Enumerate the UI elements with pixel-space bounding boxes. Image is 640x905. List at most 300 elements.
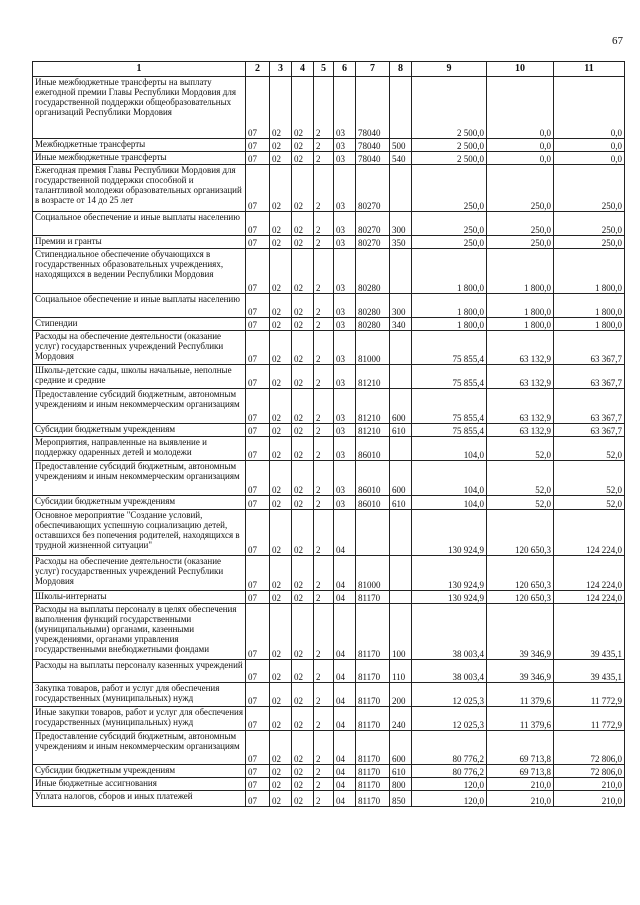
subsection-code: 02 xyxy=(270,249,292,294)
activity-code: 04 xyxy=(334,707,356,731)
direction-code: 78040 xyxy=(356,152,390,165)
amount-year-3: 63 367,7 xyxy=(554,365,625,389)
program-code: 02 xyxy=(292,77,314,139)
amount-year-2: 52,0 xyxy=(487,437,554,461)
header-row xyxy=(33,62,625,77)
expense-type-code xyxy=(390,165,412,212)
activity-code: 03 xyxy=(334,331,356,365)
subprogram-code: 2 xyxy=(314,77,334,139)
amount-year-3: 124 224,0 xyxy=(554,510,625,556)
subprogram-code: 2 xyxy=(314,152,334,165)
header-cell: 4 xyxy=(292,62,314,77)
section-code: 07 xyxy=(246,331,270,365)
program-code: 02 xyxy=(292,165,314,212)
amount-year-1: 75 855,4 xyxy=(412,424,487,437)
activity-code: 03 xyxy=(334,461,356,496)
amount-year-1: 12 025,3 xyxy=(412,707,487,731)
amount-year-2: 63 132,9 xyxy=(487,389,554,424)
subprogram-code: 2 xyxy=(314,461,334,496)
subprogram-code: 2 xyxy=(314,778,334,791)
amount-year-1: 130 924,9 xyxy=(412,556,487,591)
direction-code: 80280 xyxy=(356,318,390,331)
amount-year-2: 0,0 xyxy=(487,77,554,139)
activity-code: 03 xyxy=(334,139,356,152)
table-row xyxy=(33,389,625,424)
expense-type-code: 610 xyxy=(390,765,412,778)
subsection-code: 02 xyxy=(270,77,292,139)
amount-year-2: 69 713,8 xyxy=(487,765,554,778)
row-name-cell: Межбюджетные трансферты xyxy=(33,139,246,152)
expense-type-code: 110 xyxy=(390,660,412,683)
direction-code: 81170 xyxy=(356,707,390,731)
row-name-cell: Школы-детские сады, школы начальные, неполные средние и средние xyxy=(33,365,246,389)
row-name-cell: Мероприятия, направленные на выявление и поддержку одаренных детей и молодежи xyxy=(33,437,246,461)
row-name-cell: Премии и гранты xyxy=(33,236,246,249)
expense-type-code: 540 xyxy=(390,152,412,165)
amount-year-3: 210,0 xyxy=(554,778,625,791)
amount-year-2: 11 379,6 xyxy=(487,683,554,707)
expense-type-code: 350 xyxy=(390,236,412,249)
row-name-cell: Ежегодная премия Главы Республики Мордовия для государственной поддержки способной и талантливой молодежи образовательных организаций в возрасте от 14 до 25 лет xyxy=(33,165,246,212)
subprogram-code: 2 xyxy=(314,331,334,365)
table-row xyxy=(33,212,625,236)
activity-code: 04 xyxy=(334,510,356,556)
program-code: 02 xyxy=(292,424,314,437)
program-code: 02 xyxy=(292,294,314,318)
table-row xyxy=(33,424,625,437)
amount-year-2: 120 650,3 xyxy=(487,510,554,556)
section-code: 07 xyxy=(246,731,270,765)
activity-code: 04 xyxy=(334,591,356,604)
row-name-cell: Школы-интернаты xyxy=(33,591,246,604)
program-code: 02 xyxy=(292,510,314,556)
program-code: 02 xyxy=(292,249,314,294)
header-cell: 8 xyxy=(390,62,412,77)
amount-year-2: 250,0 xyxy=(487,165,554,212)
amount-year-1: 120,0 xyxy=(412,791,487,807)
section-code: 07 xyxy=(246,765,270,778)
amount-year-2: 63 132,9 xyxy=(487,365,554,389)
subsection-code: 02 xyxy=(270,591,292,604)
amount-year-2: 1 800,0 xyxy=(487,249,554,294)
direction-code: 81210 xyxy=(356,424,390,437)
row-name-cell: Субсидии бюджетным учреждениям xyxy=(33,424,246,437)
budget-table xyxy=(32,61,625,807)
subprogram-code: 2 xyxy=(314,365,334,389)
table-row xyxy=(33,152,625,165)
section-code: 07 xyxy=(246,294,270,318)
row-name-cell: Социальное обеспечение и иные выплаты населению xyxy=(33,294,246,318)
section-code: 07 xyxy=(246,510,270,556)
activity-code: 03 xyxy=(334,437,356,461)
subsection-code: 02 xyxy=(270,791,292,807)
subprogram-code: 2 xyxy=(314,294,334,318)
amount-year-1: 1 800,0 xyxy=(412,249,487,294)
row-name-cell: Иные межбюджетные трансферты xyxy=(33,152,246,165)
amount-year-1: 75 855,4 xyxy=(412,365,487,389)
section-code: 07 xyxy=(246,165,270,212)
amount-year-3: 63 367,7 xyxy=(554,424,625,437)
amount-year-1: 250,0 xyxy=(412,236,487,249)
direction-code: 81170 xyxy=(356,765,390,778)
subsection-code: 02 xyxy=(270,236,292,249)
activity-code: 03 xyxy=(334,496,356,510)
table-row xyxy=(33,165,625,212)
subprogram-code: 2 xyxy=(314,318,334,331)
page-number: 67 xyxy=(612,35,623,47)
expense-type-code: 610 xyxy=(390,496,412,510)
subsection-code: 02 xyxy=(270,660,292,683)
amount-year-1: 104,0 xyxy=(412,496,487,510)
amount-year-3: 39 435,1 xyxy=(554,604,625,660)
table-row xyxy=(33,139,625,152)
subsection-code: 02 xyxy=(270,510,292,556)
header-cell: 9 xyxy=(412,62,487,77)
expense-type-code: 600 xyxy=(390,731,412,765)
expense-type-code xyxy=(390,556,412,591)
amount-year-2: 0,0 xyxy=(487,152,554,165)
direction-code: 81170 xyxy=(356,791,390,807)
section-code: 07 xyxy=(246,707,270,731)
section-code: 07 xyxy=(246,424,270,437)
row-name-cell: Стипендиальное обеспечение обучающихся в государственных образовательных учреждениях, находящихся в ведении Республики Мордовия xyxy=(33,249,246,294)
subprogram-code: 2 xyxy=(314,791,334,807)
subsection-code: 02 xyxy=(270,389,292,424)
expense-type-code: 850 xyxy=(390,791,412,807)
amount-year-3: 1 800,0 xyxy=(554,294,625,318)
expense-type-code: 340 xyxy=(390,318,412,331)
direction-code: 80270 xyxy=(356,165,390,212)
row-name-cell: Социальное обеспечение и иные выплаты населению xyxy=(33,212,246,236)
subsection-code: 02 xyxy=(270,139,292,152)
table-row xyxy=(33,77,625,139)
subsection-code: 02 xyxy=(270,165,292,212)
section-code: 07 xyxy=(246,791,270,807)
activity-code: 03 xyxy=(334,152,356,165)
program-code: 02 xyxy=(292,731,314,765)
activity-code: 03 xyxy=(334,294,356,318)
table-row xyxy=(33,731,625,765)
amount-year-1: 2 500,0 xyxy=(412,139,487,152)
section-code: 07 xyxy=(246,318,270,331)
expense-type-code xyxy=(390,77,412,139)
row-name-cell: Субсидии бюджетным учреждениям xyxy=(33,765,246,778)
expense-type-code xyxy=(390,437,412,461)
subprogram-code: 2 xyxy=(314,591,334,604)
subsection-code: 02 xyxy=(270,461,292,496)
program-code: 02 xyxy=(292,591,314,604)
amount-year-2: 250,0 xyxy=(487,236,554,249)
subsection-code: 02 xyxy=(270,683,292,707)
amount-year-3: 39 435,1 xyxy=(554,660,625,683)
section-code: 07 xyxy=(246,152,270,165)
section-code: 07 xyxy=(246,591,270,604)
expense-type-code: 610 xyxy=(390,424,412,437)
program-code: 02 xyxy=(292,152,314,165)
program-code: 02 xyxy=(292,604,314,660)
subprogram-code: 2 xyxy=(314,165,334,212)
amount-year-1: 250,0 xyxy=(412,212,487,236)
amount-year-3: 124 224,0 xyxy=(554,591,625,604)
direction-code: 81170 xyxy=(356,660,390,683)
subsection-code: 02 xyxy=(270,765,292,778)
subsection-code: 02 xyxy=(270,604,292,660)
amount-year-3: 63 367,7 xyxy=(554,331,625,365)
subprogram-code: 2 xyxy=(314,236,334,249)
row-name-cell: Иные межбюджетные трансферты на выплату ежегодной премии Главы Республики Мордовия для государственной поддержки общеобразовательных организаций Республики Мордовия xyxy=(33,77,246,139)
direction-code: 78040 xyxy=(356,139,390,152)
activity-code: 03 xyxy=(334,212,356,236)
amount-year-1: 250,0 xyxy=(412,165,487,212)
direction-code: 80280 xyxy=(356,249,390,294)
header-cell: 5 xyxy=(314,62,334,77)
amount-year-3: 63 367,7 xyxy=(554,389,625,424)
activity-code: 03 xyxy=(334,77,356,139)
direction-code: 80270 xyxy=(356,212,390,236)
subprogram-code: 2 xyxy=(314,389,334,424)
program-code: 02 xyxy=(292,139,314,152)
amount-year-1: 80 776,2 xyxy=(412,731,487,765)
row-name-cell: Иные бюджетные ассигнования xyxy=(33,778,246,791)
program-code: 02 xyxy=(292,236,314,249)
amount-year-3: 11 772,9 xyxy=(554,707,625,731)
row-name-cell: Субсидии бюджетным учреждениям xyxy=(33,496,246,510)
activity-code: 04 xyxy=(334,731,356,765)
header-cell: 6 xyxy=(334,62,356,77)
header-cell: 7 xyxy=(356,62,390,77)
direction-code: 81170 xyxy=(356,591,390,604)
program-code: 02 xyxy=(292,461,314,496)
program-code: 02 xyxy=(292,660,314,683)
direction-code: 81210 xyxy=(356,389,390,424)
activity-code: 03 xyxy=(334,165,356,212)
row-name-cell: Расходы на выплаты персоналу в целях обеспечения выполнения функций государственными (муниципальными) органами, казенными учреждениями, органами управления государственными внебюджетными фондами xyxy=(33,604,246,660)
subsection-code: 02 xyxy=(270,707,292,731)
amount-year-3: 1 800,0 xyxy=(554,318,625,331)
amount-year-2: 69 713,8 xyxy=(487,731,554,765)
section-code: 07 xyxy=(246,778,270,791)
expense-type-code xyxy=(390,331,412,365)
subprogram-code: 2 xyxy=(314,604,334,660)
subsection-code: 02 xyxy=(270,731,292,765)
direction-code: 81170 xyxy=(356,731,390,765)
section-code: 07 xyxy=(246,249,270,294)
program-code: 02 xyxy=(292,365,314,389)
amount-year-2: 52,0 xyxy=(487,496,554,510)
table-row xyxy=(33,683,625,707)
direction-code: 86010 xyxy=(356,461,390,496)
amount-year-3: 250,0 xyxy=(554,212,625,236)
amount-year-2: 210,0 xyxy=(487,791,554,807)
section-code: 07 xyxy=(246,212,270,236)
activity-code: 03 xyxy=(334,424,356,437)
program-code: 02 xyxy=(292,791,314,807)
subprogram-code: 2 xyxy=(314,556,334,591)
table-row xyxy=(33,318,625,331)
section-code: 07 xyxy=(246,365,270,389)
row-name-cell: Предоставление субсидий бюджетным, автономным учреждениям и иным некоммерческим организациям xyxy=(33,389,246,424)
subprogram-code: 2 xyxy=(314,212,334,236)
amount-year-3: 1 800,0 xyxy=(554,249,625,294)
row-name-cell: Иные закупки товаров, работ и услуг для обеспечения государственных (муниципальных) нужд xyxy=(33,707,246,731)
direction-code: 81170 xyxy=(356,604,390,660)
table-row xyxy=(33,294,625,318)
row-name-cell: Уплата налогов, сборов и иных платежей xyxy=(33,791,246,807)
amount-year-1: 1 800,0 xyxy=(412,294,487,318)
subsection-code: 02 xyxy=(270,365,292,389)
activity-code: 04 xyxy=(334,791,356,807)
table-row xyxy=(33,437,625,461)
amount-year-3: 0,0 xyxy=(554,77,625,139)
direction-code: 80280 xyxy=(356,294,390,318)
table-row xyxy=(33,660,625,683)
activity-code: 03 xyxy=(334,318,356,331)
amount-year-2: 39 346,9 xyxy=(487,660,554,683)
program-code: 02 xyxy=(292,496,314,510)
table-row xyxy=(33,765,625,778)
table-row xyxy=(33,461,625,496)
table-row xyxy=(33,249,625,294)
expense-type-code: 240 xyxy=(390,707,412,731)
amount-year-2: 1 800,0 xyxy=(487,318,554,331)
row-name-cell: Основное мероприятие "Создание условий, обеспечивающих успешную социализацию детей, оставшихся без попечения родителей, находящихся в трудной жизненной ситуации" xyxy=(33,510,246,556)
amount-year-2: 39 346,9 xyxy=(487,604,554,660)
program-code: 02 xyxy=(292,707,314,731)
header-cell: 10 xyxy=(487,62,554,77)
amount-year-3: 0,0 xyxy=(554,152,625,165)
row-name-cell: Стипендии xyxy=(33,318,246,331)
expense-type-code: 800 xyxy=(390,778,412,791)
table-row xyxy=(33,365,625,389)
activity-code: 04 xyxy=(334,604,356,660)
expense-type-code xyxy=(390,249,412,294)
subprogram-code: 2 xyxy=(314,683,334,707)
activity-code: 03 xyxy=(334,249,356,294)
direction-code xyxy=(356,510,390,556)
amount-year-2: 63 132,9 xyxy=(487,331,554,365)
header-cell: 3 xyxy=(270,62,292,77)
amount-year-2: 210,0 xyxy=(487,778,554,791)
subsection-code: 02 xyxy=(270,424,292,437)
expense-type-code: 600 xyxy=(390,389,412,424)
direction-code: 81170 xyxy=(356,778,390,791)
program-code: 02 xyxy=(292,765,314,778)
header-cell: 2 xyxy=(246,62,270,77)
amount-year-2: 0,0 xyxy=(487,139,554,152)
expense-type-code: 200 xyxy=(390,683,412,707)
subprogram-code: 2 xyxy=(314,424,334,437)
amount-year-2: 1 800,0 xyxy=(487,294,554,318)
subsection-code: 02 xyxy=(270,318,292,331)
amount-year-1: 130 924,9 xyxy=(412,510,487,556)
direction-code: 81170 xyxy=(356,683,390,707)
subprogram-code: 2 xyxy=(314,731,334,765)
subsection-code: 02 xyxy=(270,212,292,236)
subprogram-code: 2 xyxy=(314,660,334,683)
section-code: 07 xyxy=(246,139,270,152)
expense-type-code xyxy=(390,510,412,556)
amount-year-3: 11 772,9 xyxy=(554,683,625,707)
table-row xyxy=(33,236,625,249)
activity-code: 04 xyxy=(334,556,356,591)
activity-code: 03 xyxy=(334,365,356,389)
direction-code: 81000 xyxy=(356,331,390,365)
expense-type-code: 600 xyxy=(390,461,412,496)
section-code: 07 xyxy=(246,683,270,707)
amount-year-2: 120 650,3 xyxy=(487,556,554,591)
amount-year-2: 63 132,9 xyxy=(487,424,554,437)
table-row xyxy=(33,496,625,510)
amount-year-3: 52,0 xyxy=(554,461,625,496)
amount-year-3: 72 806,0 xyxy=(554,765,625,778)
row-name-cell: Расходы на выплаты персоналу казенных учреждений xyxy=(33,660,246,683)
amount-year-2: 52,0 xyxy=(487,461,554,496)
subprogram-code: 2 xyxy=(314,249,334,294)
amount-year-1: 1 800,0 xyxy=(412,318,487,331)
activity-code: 04 xyxy=(334,765,356,778)
activity-code: 03 xyxy=(334,236,356,249)
expense-type-code: 300 xyxy=(390,294,412,318)
section-code: 07 xyxy=(246,556,270,591)
amount-year-2: 250,0 xyxy=(487,212,554,236)
table-row xyxy=(33,791,625,807)
subprogram-code: 2 xyxy=(314,139,334,152)
amount-year-3: 250,0 xyxy=(554,165,625,212)
expense-type-code xyxy=(390,365,412,389)
amount-year-3: 72 806,0 xyxy=(554,731,625,765)
amount-year-1: 120,0 xyxy=(412,778,487,791)
header-cell: 11 xyxy=(554,62,625,77)
subsection-code: 02 xyxy=(270,778,292,791)
amount-year-3: 124 224,0 xyxy=(554,556,625,591)
section-code: 07 xyxy=(246,461,270,496)
row-name-cell: Расходы на обеспечение деятельности (оказание услуг) государственных учреждений Республики Мордовия xyxy=(33,331,246,365)
direction-code: 86010 xyxy=(356,437,390,461)
header-cell: 1 xyxy=(33,62,246,77)
program-code: 02 xyxy=(292,778,314,791)
direction-code: 81210 xyxy=(356,365,390,389)
amount-year-3: 52,0 xyxy=(554,437,625,461)
direction-code: 78040 xyxy=(356,77,390,139)
amount-year-1: 104,0 xyxy=(412,461,487,496)
table-row xyxy=(33,778,625,791)
table-row xyxy=(33,707,625,731)
amount-year-1: 104,0 xyxy=(412,437,487,461)
section-code: 07 xyxy=(246,437,270,461)
amount-year-3: 250,0 xyxy=(554,236,625,249)
table-row xyxy=(33,331,625,365)
amount-year-1: 12 025,3 xyxy=(412,683,487,707)
section-code: 07 xyxy=(246,389,270,424)
expense-type-code: 300 xyxy=(390,212,412,236)
table-row xyxy=(33,591,625,604)
program-code: 02 xyxy=(292,437,314,461)
subsection-code: 02 xyxy=(270,331,292,365)
subsection-code: 02 xyxy=(270,294,292,318)
amount-year-1: 38 003,4 xyxy=(412,604,487,660)
table-row xyxy=(33,556,625,591)
amount-year-1: 75 855,4 xyxy=(412,331,487,365)
amount-year-2: 11 379,6 xyxy=(487,707,554,731)
program-code: 02 xyxy=(292,212,314,236)
direction-code: 80270 xyxy=(356,236,390,249)
direction-code: 81000 xyxy=(356,556,390,591)
section-code: 07 xyxy=(246,77,270,139)
subprogram-code: 2 xyxy=(314,707,334,731)
expense-type-code: 500 xyxy=(390,139,412,152)
activity-code: 04 xyxy=(334,778,356,791)
subsection-code: 02 xyxy=(270,152,292,165)
